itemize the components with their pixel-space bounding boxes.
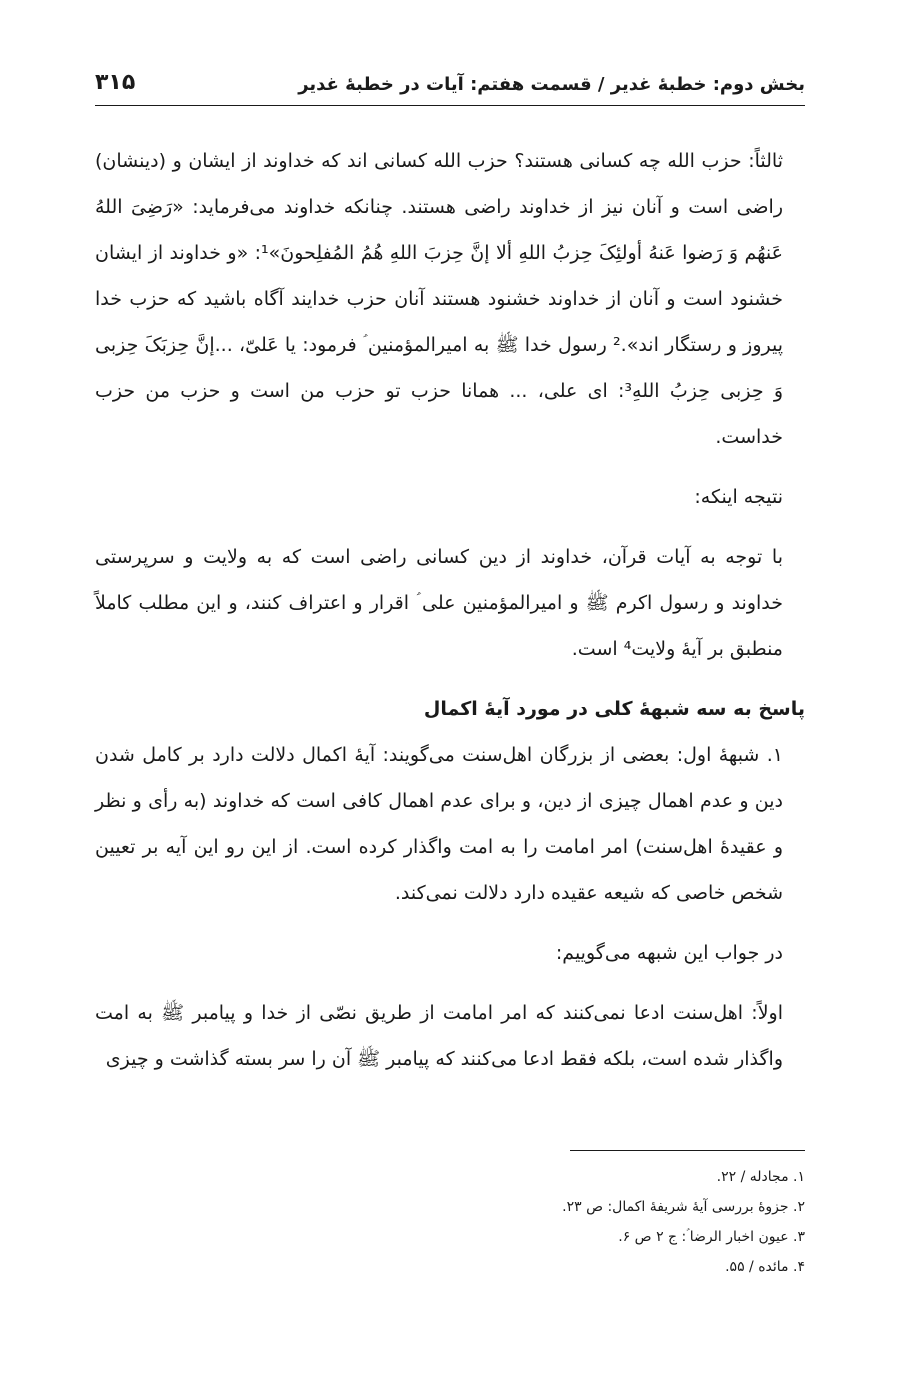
running-title: بخش دوم: خطبهٔ غدیر / قسمت هفتم: آیات در خطبهٔ غدیر [298, 74, 805, 95]
footnote: ۲. جزوهٔ بررسی آیهٔ شریفهٔ اکمال: ص ۲۳. [562, 1199, 805, 1215]
footnote: ۴. مائده / ۵۵. [725, 1259, 805, 1275]
page-number: ۳۱۵ [95, 70, 136, 95]
paragraph: اولاً: اهل‌سنت ادعا نمی‌کنند که امر امامت از طریق نصّی از خدا و پیامبر ﷺ به امت واگذار شده است، بلکه فقط ادعا می‌کنند که پیامبر ﷺ آن را سر بسته گذاشت و چیزی [95, 1002, 783, 1070]
paragraph: در جواب این شبهه می‌گوییم: [555, 942, 783, 964]
paragraph: ۱. شبههٔ اول: بعضی از بزرگان اهل‌سنت می‌گویند: آیهٔ اکمال دلالت دارد بر کامل شدن دین و عدم اهمال چیزی از دین، و برای عدم اهمال کافی است که خداوند (به رأی و نظر و عقیدهٔ اهل‌سنت) امر امامت را به امت واگذار کرده است. از این رو این آیه بر تعیین شخص خاصی که شیعه عقیده دارد دلالت نمی‌کند. [95, 744, 783, 904]
paragraph: نتیجه اینکه: [694, 486, 783, 508]
footnote: ۳. عیون اخبار الرضا ؑ: ج ۲ ص ۶. [618, 1229, 805, 1245]
page-header [95, 70, 805, 106]
footnote-separator [570, 1150, 805, 1151]
paragraph: با توجه به آیات قرآن، خداوند از دین کسانی راضی است که به ولایت و سرپرستی خداوند و رسول اکرم ﷺ و امیرالمؤمنین علی ؑ اقرار و اعتراف کنند، و این مطلب کاملاً منطبق بر آیهٔ ولایت⁴ است. [95, 546, 783, 660]
footnotes [95, 1162, 805, 1282]
paragraph: ثالثاً: حزب الله چه کسانی هستند؟ حزب الله کسانی اند که خداوند از ایشان و (دینشان) راضی است و آنان نیز از خداوند راضی هستند. چنانکه خداوند می‌فرماید: «رَضِیَ اللهُ عَنهُم وَ رَضوا عَنهُ أولئِکَ حِزبُ اللهِ ألا إنَّ حِزبَ اللهِ هُمُ المُفلِحونَ»¹: «و خداوند از ایشان خشنود است و آنان از خداوند خشنود هستند آنان حزب خدایند آگاه باشید که حزب خدا پیروز و رستگار اند».² رسول خدا ﷺ به امیرالمؤمنین ؑ فرمود: یا عَلیّ، ...إنَّ حِزبَکَ حِزبی وَ حِزبی حِزبُ اللهِ³: ای علی، ... همانا حزب تو حزب من است و حزب من حزب خداست. [95, 150, 783, 448]
footnote: ۱. مجادله / ۲۲. [716, 1169, 805, 1185]
section-heading: پاسخ به سه شبههٔ کلی در مورد آیهٔ اکمال [423, 698, 805, 720]
main-text [95, 138, 805, 1082]
